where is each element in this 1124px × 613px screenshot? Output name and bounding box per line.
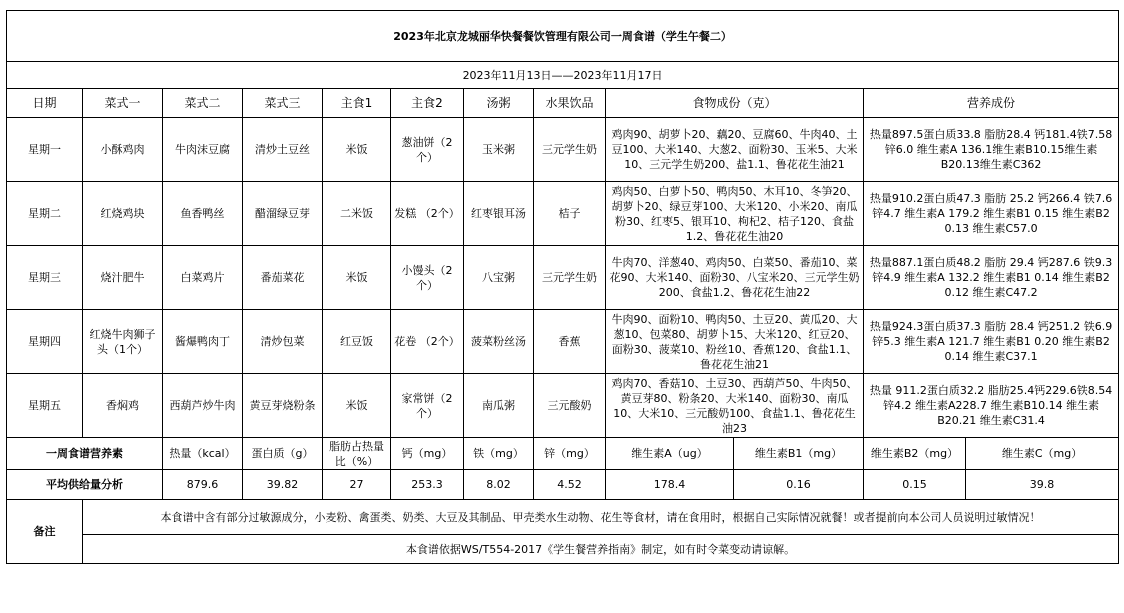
dish2-cell: 白菜鸡片 (163, 246, 243, 310)
fruit-cell: 三元学生奶 (534, 246, 606, 310)
dish1-cell: 香焖鸡 (83, 374, 163, 438)
summary-value-fat-ratio: 27 (323, 470, 391, 500)
dish3-cell: 清炒包菜 (243, 310, 323, 374)
fruit-cell: 三元学生奶 (534, 118, 606, 182)
summary-value-calcium: 253.3 (391, 470, 464, 500)
staple1-cell: 米饭 (323, 118, 391, 182)
day-name: 星期四 (7, 310, 83, 374)
ingredients-cell: 牛肉90、面粉10、鸭肉50、土豆20、黄瓜20、大葱10、包菜80、胡萝卜15、大米120、红豆20、面粉30、菠菜10、粉丝10、香蕉120、食盐1.1、鲁花花生油21 (606, 310, 864, 374)
summary-value-vitamin-b2: 0.15 (864, 470, 966, 500)
header-date: 日期 (7, 89, 83, 118)
notes-row (7, 535, 1119, 564)
summary-header-energy: 热量（kcal） (163, 438, 243, 470)
fruit-cell: 香蕉 (534, 310, 606, 374)
dish1-cell: 红烧牛肉狮子头（1个） (83, 310, 163, 374)
summary-header-row (7, 438, 1119, 470)
summary-header-vitamin-c: 维生素C（mg） (966, 438, 1119, 470)
day-name: 星期一 (7, 118, 83, 182)
summary-value-vitamin-c: 39.8 (966, 470, 1119, 500)
table-header-row (7, 89, 1119, 118)
allergen-note: 本食谱中含有部分过敏源成分，小麦粉、禽蛋类、奶类、大豆及其制品、甲壳类水生动物、花生等食材，请在食用时，根据自己实际情况就餐！或者提前向本公司人员说明过敏情况！ (83, 500, 1119, 535)
soup-cell: 玉米粥 (464, 118, 534, 182)
dish3-cell: 黄豆芽烧粉条 (243, 374, 323, 438)
ingredients-cell: 牛肉70、洋葱40、鸡肉50、白菜50、番茄10、菜花90、大米140、面粉30、八宝米20、三元学生奶200、食盐1.2、鲁花花生油22 (606, 246, 864, 310)
day-name: 星期二 (7, 182, 83, 246)
header-dish2: 菜式二 (163, 89, 243, 118)
dish3-cell: 番茄菜花 (243, 246, 323, 310)
page-title: 2023年北京龙城丽华快餐餐饮管理有限公司一周食谱（学生午餐二） (7, 11, 1119, 62)
table-row (7, 118, 1119, 182)
weekly-menu-table (6, 10, 1119, 564)
summary-values-row (7, 470, 1119, 500)
staple1-cell: 二米饭 (323, 182, 391, 246)
dish2-cell: 西葫芦炒牛肉 (163, 374, 243, 438)
guideline-note: 本食谱依据WS/T554-2017《学生餐营养指南》制定，如有时令菜变动请谅解。 (83, 535, 1119, 564)
summary-label-analysis: 平均供给量分析 (7, 470, 163, 500)
header-soup: 汤粥 (464, 89, 534, 118)
nutrition-cell: 热量897.5蛋白质33.8 脂肪28.4 钙181.4铁7.58锌6.0 维生素A 136.1维生素B10.15维生素B20.13维生素C362 (864, 118, 1119, 182)
header-fruit: 水果饮品 (534, 89, 606, 118)
table-row (7, 374, 1119, 438)
header-dish3: 菜式三 (243, 89, 323, 118)
nutrition-cell: 热量910.2蛋白质47.3 脂肪 25.2 钙266.4 铁7.6 锌4.7 维生素A 179.2 维生素B1 0.15 维生素B2 0.13 维生素C57.0 (864, 182, 1119, 246)
dish3-cell: 清炒土豆丝 (243, 118, 323, 182)
notes-row (7, 500, 1119, 535)
dish2-cell: 酱爆鸭肉丁 (163, 310, 243, 374)
ingredients-cell: 鸡肉50、白萝卜50、鸭肉50、木耳10、冬笋20、胡萝卜20、绿豆芽100、大米120、小米20、南瓜粉30、红枣5、银耳10、枸杞2、桔子120、食盐1.2、鲁花花生油20 (606, 182, 864, 246)
soup-cell: 红枣银耳汤 (464, 182, 534, 246)
table-row (7, 182, 1119, 246)
table-row (7, 310, 1119, 374)
soup-cell: 八宝粥 (464, 246, 534, 310)
staple1-cell: 米饭 (323, 246, 391, 310)
ingredients-cell: 鸡肉70、香菇10、土豆30、西葫芦50、牛肉50、黄豆芽80、粉条20、大米140、面粉30、南瓜10、大米10、三元酸奶100、食盐1.1、鲁花花生油23 (606, 374, 864, 438)
fruit-cell: 桔子 (534, 182, 606, 246)
dish3-cell: 醋溜绿豆芽 (243, 182, 323, 246)
summary-label-nutrients: 一周食谱营养素 (7, 438, 163, 470)
dish2-cell: 鱼香鸭丝 (163, 182, 243, 246)
summary-value-energy: 879.6 (163, 470, 243, 500)
nutrition-cell: 热量924.3蛋白质37.3 脂肪 28.4 钙251.2 铁6.9 锌5.3 维生素A 121.7 维生素B1 0.20 维生素B2 0.14 维生素C37.1 (864, 310, 1119, 374)
header-staple1: 主食1 (323, 89, 391, 118)
staple2-cell: 花卷 （2个） (391, 310, 464, 374)
dish1-cell: 小酥鸡肉 (83, 118, 163, 182)
summary-header-zinc: 锌（mg） (534, 438, 606, 470)
summary-value-protein: 39.82 (243, 470, 323, 500)
staple1-cell: 红豆饭 (323, 310, 391, 374)
date-range: 2023年11月13日——2023年11月17日 (7, 62, 1119, 89)
dish1-cell: 烧汁肥牛 (83, 246, 163, 310)
header-ingredients: 食物成份（克） (606, 89, 864, 118)
staple1-cell: 米饭 (323, 374, 391, 438)
summary-header-protein: 蛋白质（g） (243, 438, 323, 470)
staple2-cell: 发糕 （2个） (391, 182, 464, 246)
nutrition-cell: 热量887.1蛋白质48.2 脂肪 29.4 钙287.6 铁9.3 锌4.9 维生素A 132.2 维生素B1 0.14 维生素B2 0.12 维生素C47.2 (864, 246, 1119, 310)
table-row (7, 246, 1119, 310)
summary-value-vitamin-a: 178.4 (606, 470, 734, 500)
notes-label: 备注 (7, 500, 83, 564)
nutrition-cell: 热量 911.2蛋白质32.2 脂肪25.4钙229.6铁8.54锌4.2 维生素A228.7 维生素B10.14 维生素B20.21 维生素C31.4 (864, 374, 1119, 438)
soup-cell: 菠菜粉丝汤 (464, 310, 534, 374)
dish2-cell: 牛肉沫豆腐 (163, 118, 243, 182)
soup-cell: 南瓜粥 (464, 374, 534, 438)
summary-value-zinc: 4.52 (534, 470, 606, 500)
staple2-cell: 小馒头（2个） (391, 246, 464, 310)
fruit-cell: 三元酸奶 (534, 374, 606, 438)
day-name: 星期五 (7, 374, 83, 438)
dish1-cell: 红烧鸡块 (83, 182, 163, 246)
ingredients-cell: 鸡肉90、胡萝卜20、藕20、豆腐60、牛肉40、土豆100、大米140、大葱2、面粉30、玉米5、大米10、三元学生奶200、盐1.1、鲁花花生油21 (606, 118, 864, 182)
header-dish1: 菜式一 (83, 89, 163, 118)
summary-header-fat-ratio: 脂肪占热量比（%） (323, 438, 391, 470)
summary-header-vitamin-a: 维生素A（ug） (606, 438, 734, 470)
staple2-cell: 葱油饼（2个） (391, 118, 464, 182)
summary-value-vitamin-b1: 0.16 (734, 470, 864, 500)
summary-value-iron: 8.02 (464, 470, 534, 500)
summary-header-vitamin-b2: 维生素B2（mg） (864, 438, 966, 470)
staple2-cell: 家常饼（2个） (391, 374, 464, 438)
summary-header-calcium: 钙（mg） (391, 438, 464, 470)
header-staple2: 主食2 (391, 89, 464, 118)
summary-header-iron: 铁（mg） (464, 438, 534, 470)
day-name: 星期三 (7, 246, 83, 310)
header-nutrition: 营养成份 (864, 89, 1119, 118)
summary-header-vitamin-b1: 维生素B1（mg） (734, 438, 864, 470)
